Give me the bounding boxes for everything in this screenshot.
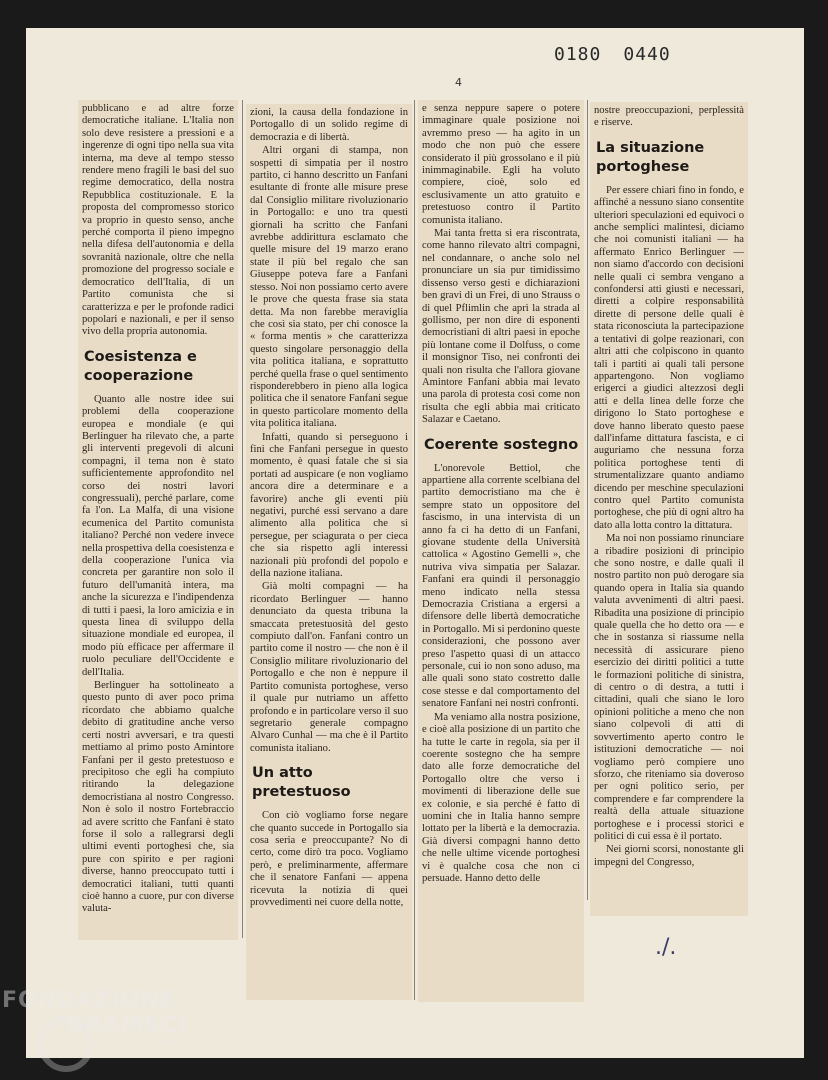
article-paragraph: Già molti compagni — ha ricordato Berlinguer — hanno denunciato da questa tribuna la smaccata pretestuosità del gesto compiuto dall'on. Fanfani contro un partito come il nostro — che non è il Consiglio militare rivoluzionario del Portogallo e che non è neppure il Partito comunista portoghese, verso il quale pur nutriamo un affetto profondo e in particolare verso il suo segretario generale compagno Alvaro Cunhal — ma che è il Partito comunista italiano. bbox=[250, 581, 408, 754]
archive-number bbox=[554, 44, 671, 65]
column-divider bbox=[587, 100, 588, 900]
archive-number-right: 0440 bbox=[623, 44, 671, 65]
article-paragraph: Ma veniamo alla nostra posizione, e cioè alla posizione di un partito che ha tutte le carte in regola, sia per il coerente sostegno che ha sempre dato alle forze democratiche del Portogallo oltre che verso i movimenti di liberazione delle sue ex colonie, e sia perché è fatto di uomini che in Italia hanno sempre lottato per la libertà e la democrazia. Già diversi compagni hanno detto che nelle ultime vicende portoghesi vi è qualche cosa che non ci persuade. Hanno detto delle bbox=[422, 711, 580, 884]
end-mark: ./. bbox=[655, 935, 677, 960]
article-paragraph: Per essere chiari fino in fondo, e affinché a nessuno siano consentite ulteriori speculazioni ed equivoci o anche semplici malintesi, diciamo che noi comunisti italiani — ha affermato Enrico Berlinguer — non siamo d'accordo con decisioni nelle quali ci sembra vengano a confondersi atti giusti e necessari, diretti a colpire responsabilità dirette di persone delle quali è stata riconosciuta la partecipazione a tentativi di golpe reazionari, con altri atti che colpiscono in quanto tali i partiti ai quali tali persone appartengono. Non vogliamo erigerci a giudici altezzosi degli atti e della linea delle forze che dirigono lo Stato portoghese e dove hanno liberato questo paese dall'infame dittatura fascista, e ci auguriamo che nessuna forza politica portoghese tenti di strumentalizzare quanto andiamo dicendo per meschine speculazioni contro quel Partito comunista portoghese, che più di ogni altro ha dato alla lotta contro la dittatura. bbox=[594, 184, 744, 531]
article-paragraph: Infatti, quando si perseguono i fini che Fanfani persegue in questo momento, è quasi fatale che si sia portati ad auspicare (e non vogliamo ancora dire a determinare e a favorire) anche gli eventi più negativi, purché essi servano a dare alimento alla politica che si persegue, per sciagurata o per cieca che sia rispetto agli interessi nazionali più profondi del popolo e della nazione italiana. bbox=[250, 431, 408, 580]
article-paragraph: Con ciò vogliamo forse negare che quanto succede in Portogallo sia cosa seria e preoccupante? No di certo, come dirò tra poco. Vogliamo però, e preliminarmente, affermare che il senatore Fanfani — appena ricevuta la notizia di quei provvedimenti nei cuore della notte, bbox=[250, 810, 408, 908]
article-paragraph: Mai tanta fretta si era riscontrata, come hanno rilevato altri compagni, nel condannare, o anche solo nel pronunciare un sia pur timidissimo dissenso verso gesti e dichiarazioni ben gravi di un Frei, di uno Strauss o di quel Pflimlin che aprì la strada al gollismo, per non dire di esponenti democristiani di altri paesi in epoche più lontane come il Dolfuss, o come il monsignor Tiso, nei confronti dei quali non risulta che l'allora giovane Amintore Fanfani abbia mai levato una parola di protesta così come non risulta che egli abbia mai criticato Salazar e Caetano. bbox=[422, 228, 580, 426]
clipping-column-1 bbox=[78, 100, 238, 940]
watermark-line-3: onlus bbox=[152, 1038, 177, 1048]
watermark-line-1: FONDAZIONE bbox=[2, 988, 176, 1013]
article-paragraph: zioni, la causa della fondazione in Portogallo di un solido regime di democrazia e di libertà. bbox=[250, 107, 408, 143]
clipping-column-4 bbox=[590, 102, 748, 916]
watermark bbox=[2, 990, 187, 1048]
section-heading: La situazione portoghese bbox=[596, 139, 705, 175]
watermark-line-2: GRAMSCI bbox=[66, 1013, 188, 1038]
section-heading: Coesistenza e cooperazione bbox=[84, 348, 197, 384]
article-paragraph: Nei giorni scorsi, nonostante gli impegni del Congresso, bbox=[594, 844, 744, 868]
archive-number-left: 0180 bbox=[554, 44, 602, 65]
article-paragraph: pubblicano e ad altre forze democratiche italiane. L'Italia non solo deve resistere a pressioni e a ingerenze di ogni tipo nella sua vita interna, ma deve al tempo stesso rendere meno fragili le basi del suo regime democratico, della nostra Repubblica costituzionale. E la proposta del compromesso storico va proprio in questo senso, anche perché comporta il pieno impegno nella difesa dell'autonomia e della sovranità nazionale, oltre che nella promozione del progresso sociale e democratico dell'Italia, di un Partito comunista che si caratterizza e per le profonde radici popolari e nazionali, e per il senso vivo della propria autonomia. bbox=[82, 103, 234, 338]
article-paragraph: Ma noi non possiamo rinunciare a ribadire posizioni di principio che sono nostre, e dalle quali il nostro partito non può derogare sia quando opera in Italia sia quando valuta avvenimenti di altri paesi. Ribadita una posizione di principio quale quella che ho detto ora — e che in sostanza si riassume nella necessità di assicurare pieno esercizio dei diritti politici a tutte le formazioni politiche di sinistra, di centro o di destra, a tutti i cittadini, quali che siano le loro opinioni politiche a meno che non siano colpevoli di atti di sovvertimento aperto contro le istituzioni democratiche — noi vogliamo però compiere uno sforzo, che riteniamo sia doveroso per ogni politico serio, per comprendere e far comprendere la realtà della attuale situazione portoghese e i processi storici e politici di cui essa è il portato. bbox=[594, 533, 744, 842]
clipping-column-2 bbox=[246, 104, 412, 1000]
article-paragraph: Quanto alle nostre idee sui problemi della cooperazione europea e mondiale (e qui Berlinguer ha rilevato che, a parte gli interventi pregevoli di alcuni compagni, il tema non è stato sufficientemente approfondito nel corso dei nostri lavori congressuali), perché parlare, come fa l'on. La Malfa, di una visione ecumenica del Partito comunista italiano? Perché non vedere invece nella prospettiva della coesistenza e della cooperazione l'unica via concreta per garantire non solo il futuro dell'umanità intera, ma anche la sicurezza e l'indipendenza di tutti i paesi, la loro amicizia e in questa linea di sviluppo della situazione mondiale ed europea, il modo più efficace per affermare il ruolo peculiare dell'Occidente e dell'Italia. bbox=[82, 393, 234, 678]
section-heading: Un atto pretestuoso bbox=[252, 765, 351, 801]
section-heading: Coerente sostegno bbox=[424, 436, 579, 453]
article-paragraph: Altri organi di stampa, non sospetti di simpatia per il nostro partito, ci hanno descritto un Fanfani esultante di fronte alle misure prese dal Consiglio militare rivoluzionario in Portogallo: e uno tra questi giornali ha scritto che Fanfani avrebbe addirittura esclamato che quelle misure del 19 marzo erano state il più bel regalo che san Giuseppe poteva fare a Fanfani stesso. Noi non possiamo certo avere le prove che questa frase sia stata detta. Ma non farebbe meraviglia che così sia stato, per chi conosce la « forma mentis » che caratterizza questo singolare personaggio della vita politica italiana, e soprattutto perché quella frase o quel sentimento risponderebbero in pieno alla logica politica che il senatore Fanfani segue in questo particolare momento della vita politica italiana. bbox=[250, 145, 408, 430]
column-divider bbox=[242, 100, 243, 938]
handwritten-page-mark: 4 bbox=[455, 76, 462, 89]
article-paragraph: Berlinguer ha sottolineato a questo punto di aver poco prima ricordato che abbiamo qualche debito di gratitudine anche verso certi nostri avversari, e tra questi mettiamo al primo posto Amintore Fanfani per il gesto pretestuoso e precipitoso che egli ha compiuto ritirando la delegazione democristiana al nostro Congresso. Non è solo il nostro Fortebraccio ad avere scritto che Fanfani è stato forse il solo a rallegrarsi degli ultimi eventi portoghesi che, sia pure con spirito e per ragioni diverse, hanno preoccupato tutti i democratici italiani, tutti quanti cioè hanno a cuore, pur con diverse valuta- bbox=[82, 680, 234, 915]
clipping-column-3 bbox=[418, 100, 584, 1002]
article-paragraph: nostre preoccupazioni, perplessità e riserve. bbox=[594, 105, 744, 129]
column-divider bbox=[414, 100, 415, 1000]
article-paragraph: e senza neppure sapere o potere immaginare quale posizione noi avremmo preso — ha agito in un modo che non può che essere considerato il più grossolano e il più inimmaginabile. Egli ha voluto compiere, cioè, solo ed esclusivamente un atto gratuito e pretestuoso contro il Partito comunista italiano. bbox=[422, 103, 580, 226]
article-paragraph: L'onorevole Bettiol, che appartiene alla corrente scelbiana del partito democristiano ma che è sempre stato un oppositore del fascismo, in una intervista di un anno fa ci ha detto di un Fanfani, giovane studente della Università cattolica « Agostino Gemelli », che nutriva viva simpatia per Salazar. Fanfani era quindi il personaggio meno indicato nella stessa Democrazia Cristiana a ergersi a difensore delle libertà democratiche in Portogallo. Mi si perdonino queste considerazioni, che possono aver preso l'aspetto quasi di un attacco personale, cui io non sono aduso, ma alle quali sono stato costretto dalle cose stesse e dal comportamento del senatore Fanfani nei nostri confronti. bbox=[422, 462, 580, 710]
